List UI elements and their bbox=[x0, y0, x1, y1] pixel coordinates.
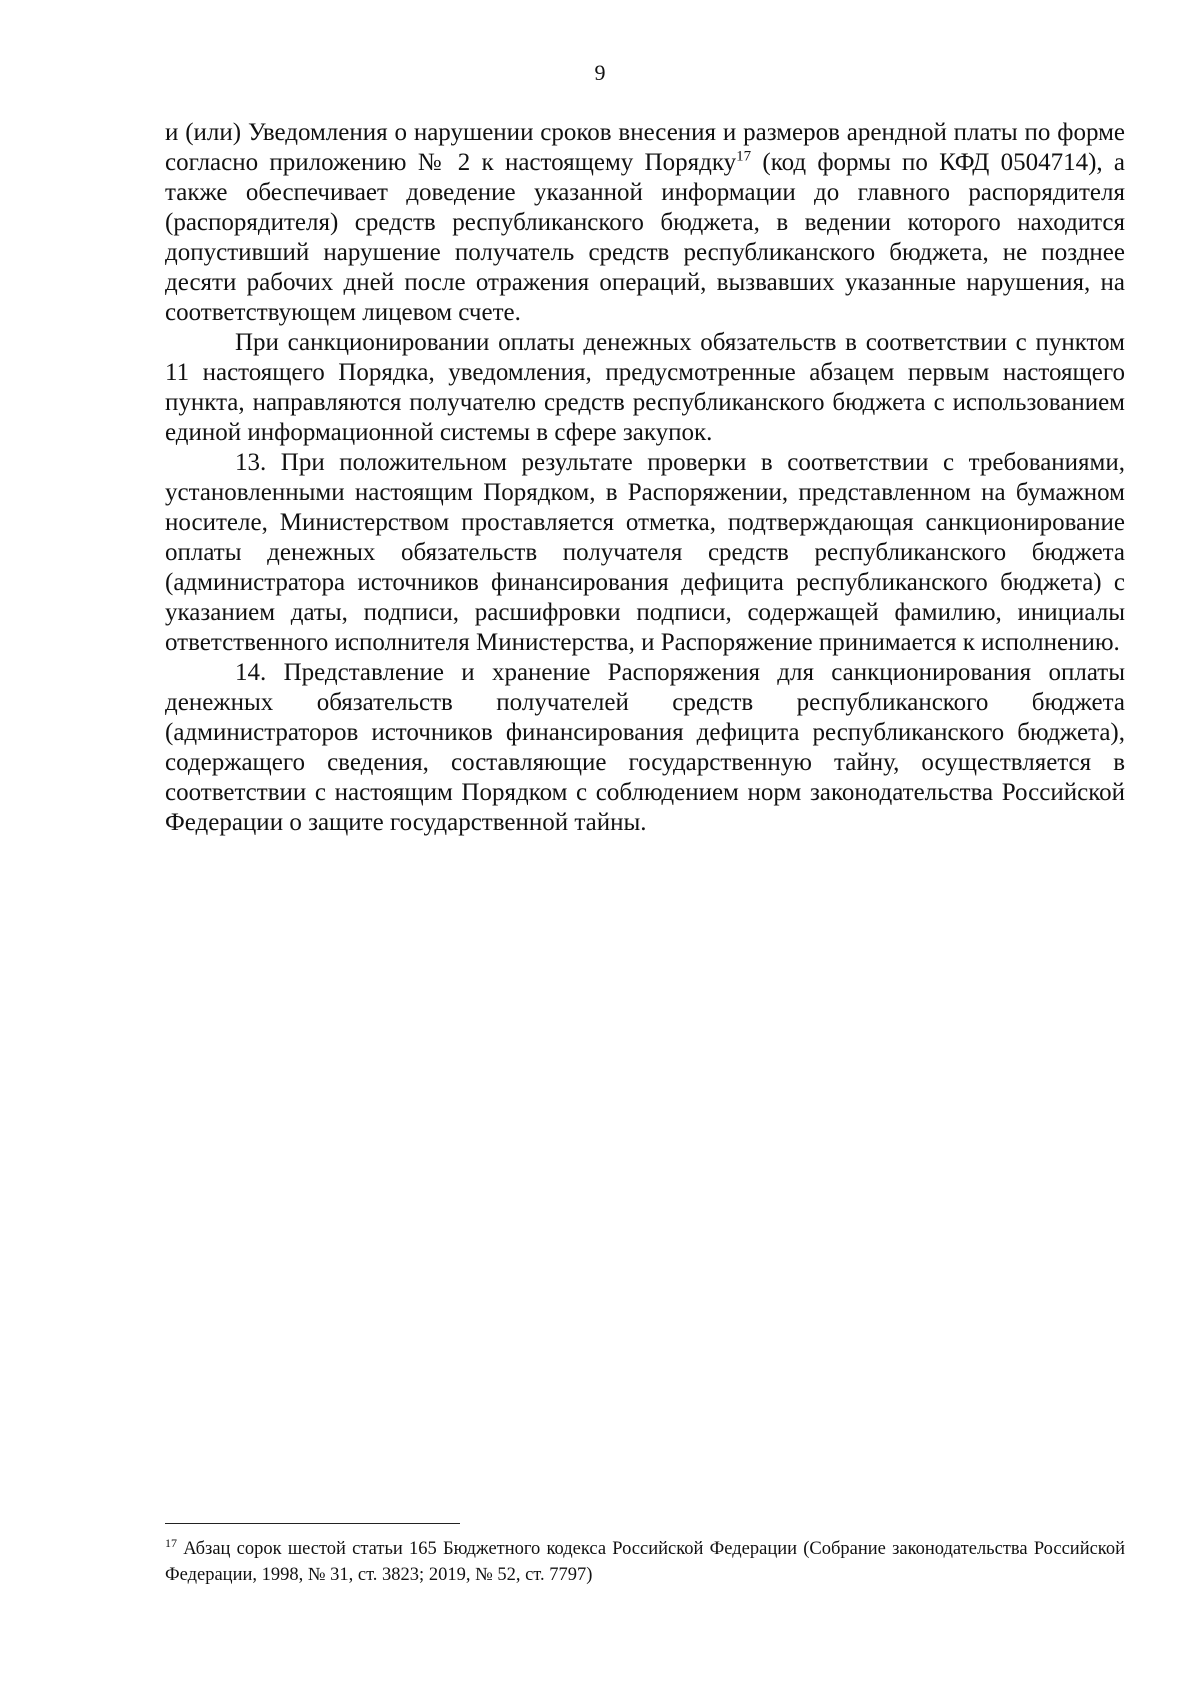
paragraph-sanctioning-notifications: При санкционировании оплаты денежных обязательств в соответствии с пунктом 11 настоящего Порядка, уведомления, предусмотренные абзацем первым настоящего пункта, направляются получателю средств республиканского бюджета с использованием единой информационной системы в сфере закупок. bbox=[165, 329, 1125, 446]
footnote-number: 17 bbox=[165, 1535, 177, 1550]
paragraph-item-14: 14. Представление и хранение Распоряжения для санкционирования оплаты денежных обязательств получателей средств республиканского бюджета (администраторов источников финансирования дефицита республиканского бюджета), содержащего сведения, составляющие государственную тайну, осуществляется в соответствии с настоящим Порядком с соблюдением норм законодательства Российской Федерации о защите государственной тайны. bbox=[165, 659, 1125, 836]
footnote-text: Абзац сорок шестой статьи 165 Бюджетного кодекса Российской Федерации (Собрание законодательства Российской Федерации, 1998, № 31, ст. 3823; 2019, № 52, ст. 7797) bbox=[165, 1539, 1125, 1585]
paragraph-item-13: 13. При положительном результате проверки в соответствии с требованиями, установленными настоящим Порядком, в Распоряжении, представленном на бумажном носителе, Министерством проставляется отметка, подтверждающая санкционирование оплаты денежных обязательств получателя средств республиканского бюджета (администратора источников финансирования дефицита республиканского бюджета) с указанием даты, подписи, расшифровки подписи, содержащей фамилию, инициалы ответственного исполнителя Министерства, и Распоряжение принимается к исполнению. bbox=[165, 449, 1125, 656]
footnote bbox=[165, 1536, 1125, 1588]
paragraph-continuation bbox=[165, 118, 1125, 328]
paragraph-text-after-reference: (код формы по КФД 0504714), а также обеспечивает доведение указанной информации до главного распорядителя (распорядителя) средств республиканского бюджета, в ведении которого находится допустивший нарушение получатель средств республиканского бюджета, не позднее десяти рабочих дней после отражения операций, вызвавших указанные нарушения, на соответствующем лицевом счете. bbox=[165, 149, 1125, 326]
page-number: 9 bbox=[594, 60, 606, 85]
footnote-reference: 17 bbox=[736, 148, 752, 165]
document-body bbox=[165, 118, 1125, 838]
footnote-divider bbox=[165, 1523, 460, 1524]
paragraph-text: и (или) Уведомления о нарушении сроков внесения и размеров арендной платы по форме согласно приложению № 2 к настоящему Порядку bbox=[165, 119, 1125, 176]
